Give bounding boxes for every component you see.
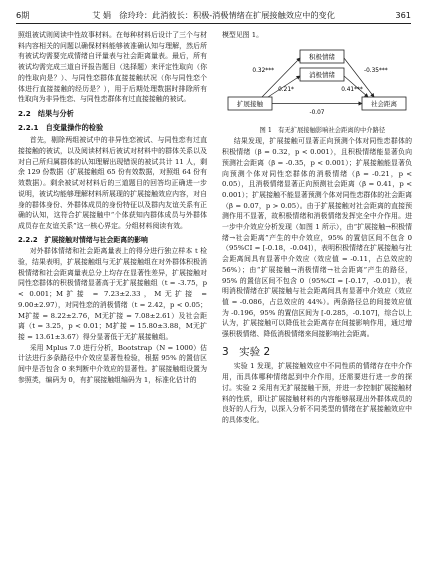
- section-heading-results: 2.2 结果与分析: [18, 108, 74, 118]
- coef-pos-soc: -0.35***: [364, 67, 388, 74]
- running-header: [16, 9, 411, 24]
- subsection-heading-effects: 2.2.2 扩展接触对情绪与社会距离的影响: [18, 235, 148, 244]
- paragraph-mplus: 采用 Mplus 7.0 进行分析，Bootstrap（N = 1000）估计法进行多条路径中介效应显著性检验，根据 95% 的置信区间中是否包含 0 来判断中介效应的显著性。扩展接触组设置为参照类，编码为 0，有扩展接触组编码为 1，标准化估计的: [18, 343, 207, 384]
- figure-caption: 图 1 有无扩展接触影响社会距离的中介路径: [259, 126, 386, 134]
- figure-intro: 模型见图 1。: [222, 31, 264, 39]
- left-column: [18, 30, 207, 386]
- paragraph-t-test: 对外群体情绪和社会距离量表上的得分进行独立样本 t 检验，结果表明，扩展接触组与无扩展接触组在对外群体积极消极情绪和社会距离量表总分上均存在显著性差异，扩展接触对同性恋群体的积极情绪显著高于无扩展接触组（t = -3.75，p < 0.001；M扩接 = 7.23±2.33，M无扩接 = 9.00±2.97），对同性恋的消极情绪（t = 2.42，p < 0.05；M扩接 = 8.22±2.76，M无扩接 = 7.08±2.61）及社会距离（t = 3.25，p < 0.01；M扩接 = 15.80±3.88，M无扩接 = 13.61±3.67）得分显著低于无扩展接触组。: [18, 247, 207, 341]
- node-label-positive: 积极情绪: [309, 52, 335, 61]
- section-heading-experiment-2: 3 实验 2: [222, 345, 271, 358]
- coef-neg-soc: 0.41***: [341, 86, 363, 93]
- mediation-diagram: [222, 44, 412, 126]
- coef-ext-neg: 0.21*: [278, 86, 294, 93]
- paragraph-mediation-results: 结果发现，扩展接触可显著正向预测个体对同性恋群体的积极情绪（β = 0.32，p < 0.001），且积极情绪能显著负向预测社会距离（β = -0.35，p < 0.001）；扩展接触能显著负向预测个体对同性恋群体的消极情绪（β = -0.21，p < 0.05），且消极情绪显著正向预测社会距离（β = 0.41，p < 0.001）；扩展接触不能显著预测个体对同性恋群体的社会距离（β = 0.07，p > 0.05）。由于扩展接触对社会距离的直接预测作用不显著，故积极情绪和消极情绪发挥完全中介作用。进一步中介效应分析发现（如图 1 所示），由“扩展接触→积极情绪→社会距离”产生的中介效应，95% 的置信区间不包含 0（95%CI = [-0.18，-0.04]），表明积极情绪在扩展接触与社会距离间具有显著中介效应（效应值 = -0.11，占总效应的 56%）；由“扩展接触→消极情绪→社会距离”产生的路径，95% 的置信区间不包含 0（95%CI = [-0.17，-0.01]），表明消极情绪在扩展接触与社会距离间具有显著中介效应（效应值 = -0.086，占总效应的 44%）。两条路径总的间接效应值为 -0.196，95% 的置信区间为 [-0.285，-0.107]，综合以上认为，扩展接触可以降低社会距离存在间接影响作用，通过增强积极情绪、降低消极情绪来间接影响社会距离。: [222, 137, 412, 339]
- paragraph-experiment-2: 实验 1 发现，扩展接触效应中不同性质的情绪存在中介作用，而具体哪种情绪起到中介作用，还需要进行进一步的探讨。实验 2 采用有无扩展接触干预，并进一步控制扩展接触材料的性质，即让扩展接触材料的内容能够展现出外群体成员的良好的人行为，以探入分析不同类型的情绪在扩展接触效应中的具体变化。: [222, 362, 412, 424]
- paragraph-materials: 照组被试则阅读中性故事材料。在每种材料后设计了三个与材料内容相关的问题以确保材料能够被准确认知与理解，然后所有被试均需要完成情绪自评量表与社会距离量表。最后，所有被试均需完成三道自评报告题目（选择题）来评定性取向（你的性取向是？）、与同性恋群体直接接触状况（你与同性恋个体进行直接接触的经历是？），用于后期处理数据时排除所有性取向为非异性恋、与同性恋群体有过直接接触的被试。: [18, 31, 207, 104]
- node-label-extended: 扩展接触: [237, 99, 263, 108]
- page-number: 361: [395, 10, 411, 20]
- coef-ext-pos: 0.32***: [252, 67, 274, 74]
- node-label-social: 社会距离: [371, 99, 397, 108]
- mediation-figure: [222, 44, 412, 126]
- right-column: [222, 30, 412, 426]
- running-title: 艾 娟 徐玲玲：此消彼长：积极-消极情绪在扩展接触效应中的变化: [92, 10, 335, 20]
- coef-ext-soc: -0.07: [309, 109, 325, 116]
- issue-number: 6期: [16, 10, 30, 20]
- node-label-negative: 消极情绪: [309, 70, 335, 79]
- paragraph-manipulation-check: 首先，剔除两组被试中的非异性恋被试、与同性恋有过直接接触的被试，以及阅读材料后被试对材料中的群体关系以及对自己所归属群体的认知理解出现错误的被试共计 11 人，剩余 129 份数据（扩展接触组 65 份有效数据，对照组 64 份有效数据）。剩余被试对材料后的三道题目的回答均正确进一步说明，被试均能够理解材料所展现的扩展接触效应内容，对自身的群体身份、外群体成员的身份特征以及群内友谊关系有正确的认知，这符合扩展接触中“个体获知内群体成员与外群体成员存在友谊关系”这一核心界定。分组材料阅读有效。: [18, 136, 207, 230]
- subsection-heading-manipulation-check: 2.2.1 自变量操作的检验: [18, 122, 104, 132]
